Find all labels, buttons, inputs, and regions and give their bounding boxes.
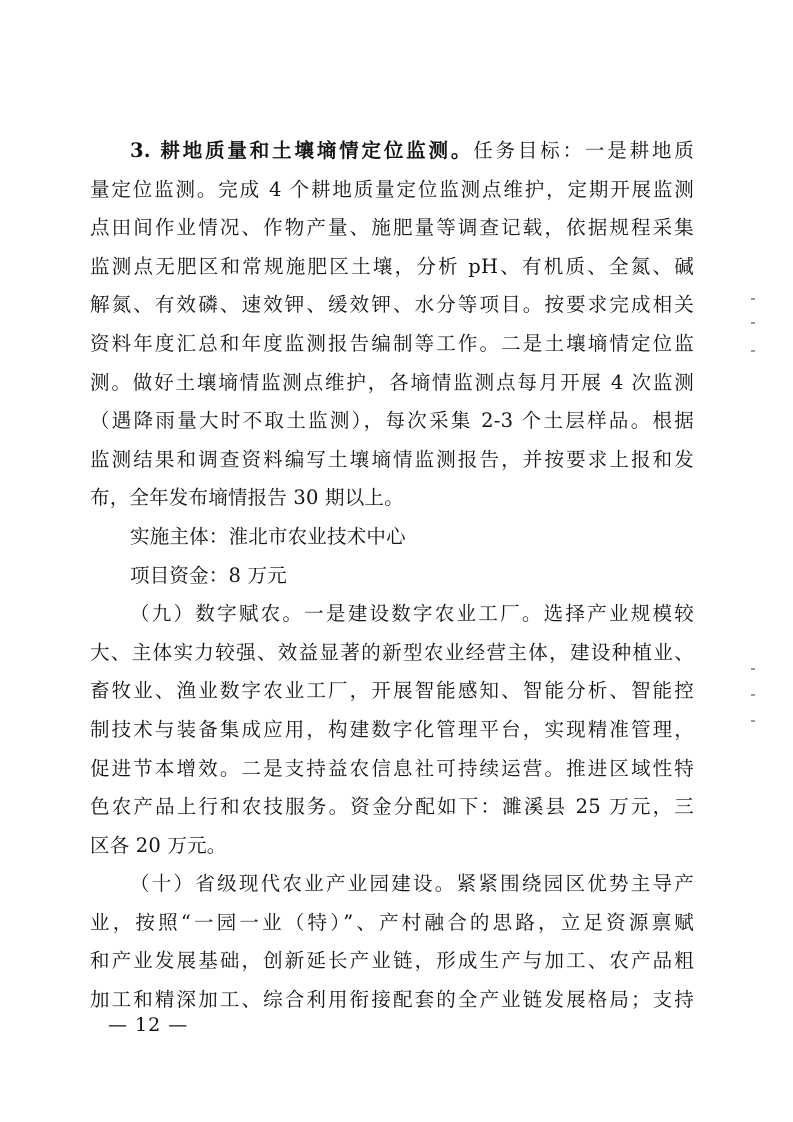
section-3-heading: 3. 耕地质量和土壤墒情定位监测。 [130, 139, 474, 162]
page-number: — 12 — [108, 1014, 189, 1036]
margin-mark [751, 720, 755, 722]
body-text [90, 132, 694, 1020]
margin-mark [751, 322, 755, 324]
paragraph-line: 促进节本增效。二是支持益农信息社可持续运营。推进区域性特 [90, 756, 694, 780]
paragraph-line: 解氮、有效磷、速效钾、缓效钾、水分等项目。按要求完成相关 [90, 293, 694, 317]
margin-mark [751, 668, 755, 670]
paragraph-line: 区各 20 万元。 [90, 833, 227, 857]
paragraph-line: 布，全年发布墒情报告 30 期以上。 [90, 486, 404, 510]
paragraph-line: 畜牧业、渔业数字农业工厂，开展智能感知、智能分析、智能控 [90, 679, 694, 703]
section-9-first-line: （九）数字赋农。一是建设数字农业工厂。选择产业规模较 [130, 602, 694, 626]
section-3-heading-rest: 任务目标：一是耕地质 [473, 139, 694, 162]
margin-mark [751, 350, 755, 352]
section-10-first-line: （十）省级现代农业产业园建设。紧紧围绕园区优势主导产 [130, 872, 694, 896]
section-3-heading-line [90, 132, 694, 171]
paragraph-line: 量定位监测。完成 4 个耕地质量定位监测点维护，定期开展监测 [90, 177, 694, 201]
paragraph-line: 监测结果和调查资料编写土壤墒情监测报告，并按要求上报和发 [90, 447, 694, 471]
funding-line: 项目资金：8 万元 [130, 563, 287, 587]
paragraph-line: 监测点无肥区和常规施肥区土壤，分析 pH、有机质、全氮、碱 [90, 254, 694, 278]
paragraph-line: 业，按照“一园一业（特）”、产村融合的思路，立足资源禀赋 [90, 910, 694, 934]
paragraph-line: 点田间作业情况、作物产量、施肥量等调查记载，依据规程采集 [90, 216, 694, 240]
paragraph-line: 制技术与装备集成应用，构建数字化管理平台，实现精准管理， [90, 717, 694, 741]
paragraph-line: 测。做好土壤墒情监测点维护，各墒情监测点每月开展 4 次监测 [90, 370, 694, 394]
paragraph-line: 和产业发展基础，创新延长产业链，形成生产与加工、农产品粗 [90, 949, 694, 973]
implementer-line: 实施主体：淮北市农业技术中心 [130, 524, 406, 548]
paragraph-line: （遇降雨量大时不取土监测），每次采集 2-3 个土层样品。根据 [90, 409, 694, 433]
margin-mark [751, 694, 755, 696]
paragraph-line: 加工和精深加工、综合利用衔接配套的全产业链发展格局；支持 [90, 988, 694, 1012]
paragraph-line: 大、主体实力较强、效益显著的新型农业经营主体，建设种植业、 [90, 640, 694, 664]
paragraph-line: 色农产品上行和农技服务。资金分配如下：濉溪县 25 万元，三 [90, 795, 694, 819]
paragraph-line: 资料年度汇总和年度监测报告编制等工作。二是土壤墒情定位监 [90, 331, 694, 355]
margin-mark [751, 298, 755, 300]
